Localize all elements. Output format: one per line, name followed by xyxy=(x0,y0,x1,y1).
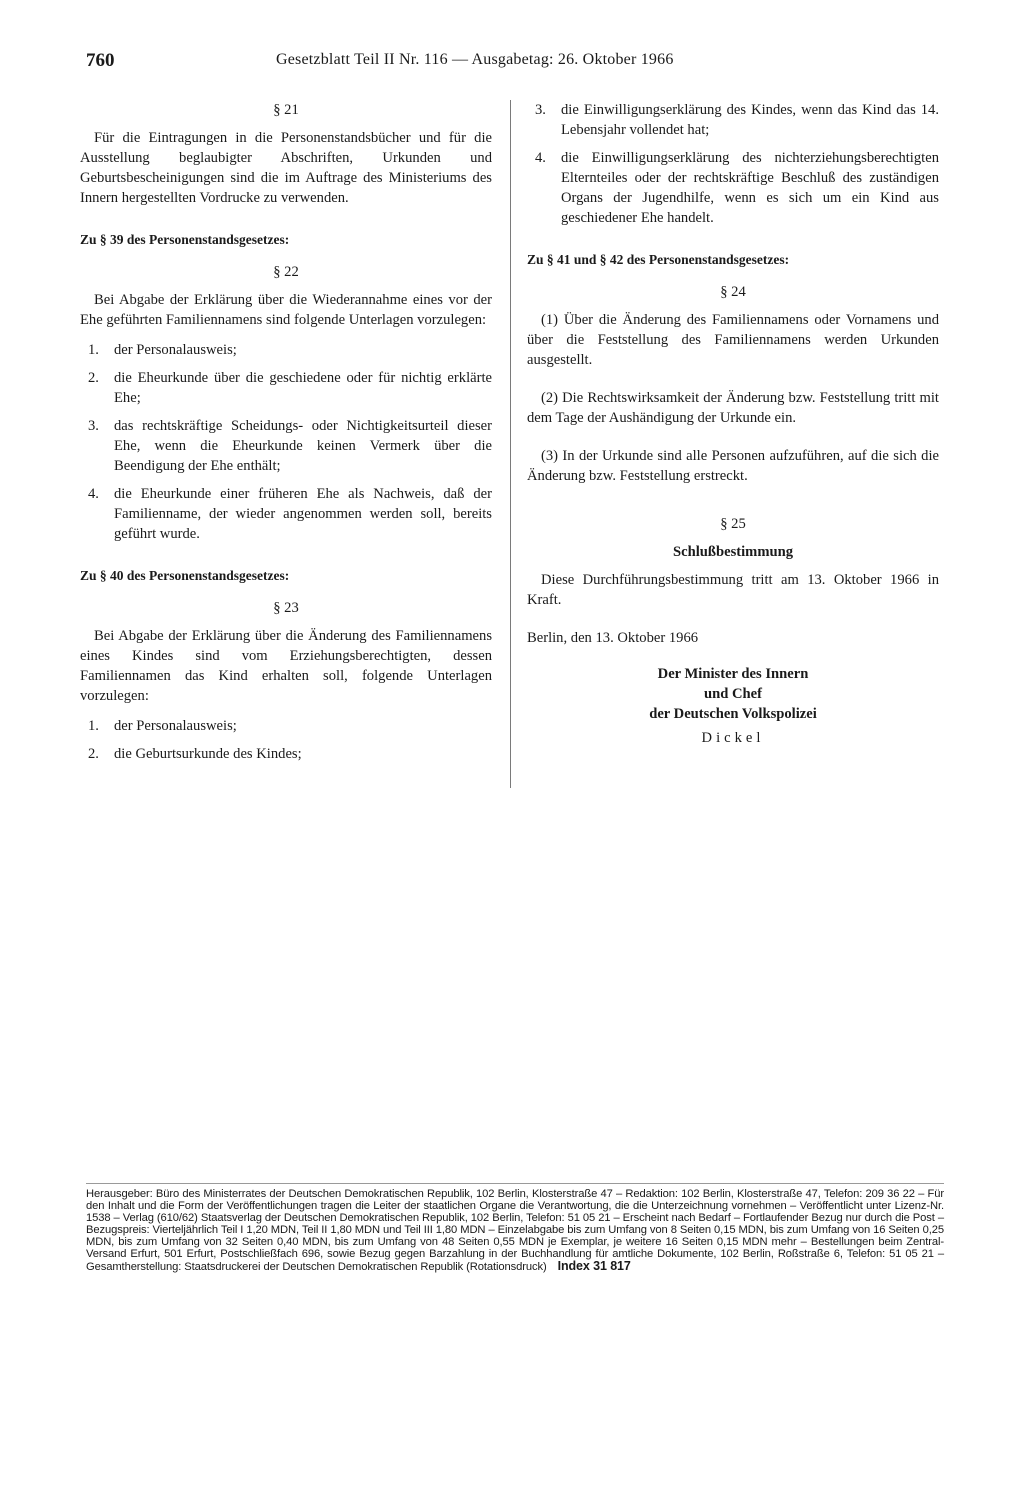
running-title: Gesetzblatt Teil II Nr. 116 — Ausgabetag: 26. Oktober 1966 xyxy=(276,51,674,68)
section-23-intro: Bei Abgabe der Erklärung über die Änderung des Familiennamens eines Kindes sind vom Erziehungsberechtigten, dessen Familiennamen das Kind erhalten soll, folgende Unterlagen vorzulegen: xyxy=(80,628,492,704)
list-item-text: das rechtskräftige Scheidungs- oder Nichtigkeitsurteil dieser Ehe, wenn die Eheurkunde keinen Vermerk über die Beendigung der Ehe enthält; xyxy=(114,418,492,474)
list-item-text: der Personalausweis; xyxy=(114,342,237,358)
list-item-text: die Einwilligungserklärung des nichterziehungsberechtigten Elternteiles oder der rechtskräftige Beschluß des zuständigen Organs der Jugendhilfe, wenn es sich um ein Kind aus geschiedener Ehe handelt. xyxy=(561,150,939,226)
list-item-text: die Eheurkunde über die geschiedene oder für nichtig erklärte Ehe; xyxy=(114,370,492,406)
right-column xyxy=(527,100,939,763)
section-23-sign: § 23 xyxy=(273,600,299,616)
section-25-sign: § 25 xyxy=(720,516,746,532)
section-22-list xyxy=(80,340,492,544)
column-divider xyxy=(510,100,511,788)
section-23-list-continued xyxy=(527,100,939,228)
section-24-para-3: (3) In der Urkunde sind alle Personen aufzuführen, auf die sich die Änderung bzw. Feststellung erstreckt. xyxy=(527,448,939,484)
section-24-para-2: (2) Die Rechtswirksamkeit der Änderung bzw. Feststellung tritt mit dem Tage der Aushändigung der Urkunde ein. xyxy=(527,390,939,426)
signer-name: Dickel xyxy=(701,730,765,746)
section-24-para-1: (1) Über die Änderung des Familiennamens oder Vornamens und über die Feststellung des Familiennamens werden Urkunden ausgestellt. xyxy=(527,312,939,368)
list-item-text: der Personalausweis; xyxy=(114,718,237,734)
list-item xyxy=(527,100,939,140)
list-item-number: 2. xyxy=(88,370,99,386)
list-item xyxy=(80,340,492,360)
list-item xyxy=(80,416,492,476)
list-item-number: 1. xyxy=(88,342,99,358)
list-item-number: 4. xyxy=(88,486,99,502)
section-25-text: Diese Durchführungsbestimmung tritt am 13. Oktober 1966 in Kraft. xyxy=(527,572,939,608)
list-item-number: 4. xyxy=(535,150,546,166)
list-item-number: 2. xyxy=(88,746,99,762)
list-item xyxy=(80,484,492,544)
list-item-text: die Eheurkunde einer früheren Ehe als Nachweis, daß der Familienname, der wieder angenommen werden soll, bereits geführt wurde. xyxy=(114,486,492,542)
imprint-divider xyxy=(86,1183,944,1184)
imprint-text: Herausgeber: Büro des Ministerrates der Deutschen Demokratischen Republik, 102 Berlin, Klosterstraße 47 – Redaktion: 102 Berlin, Klosterstraße 47, Telefon: 209 36 22 – Für den Inhalt und die Form der Veröffentlichungen tragen die Leiter der staatlichen Organe die Verantwortung, die die Unterzeichnung vornehmen – Veröffentlicht unter Lizenz-Nr. 1538 – Verlag (610/62) Staatsverlag der Deutschen Demokratischen Republik, 102 Berlin, Telefon: 51 05 21 – Erscheint nach Bedarf – Fortlaufender Bezug nur durch die Post – Bezugspreis: Vierteljährlich Teil I 1,20 MDN, Teil II 1,80 MDN und Teil III 1,80 MDN – Einzelabgabe bis zum Umfang von 8 Seiten 0,15 MDN, bis zum Umfang von 16 Seiten 0,25 MDN, bis zum Umfang von 32 Seiten 0,40 MDN, bis zum Umfang von 48 Seiten 0,55 MDN je Exemplar, je weitere 16 Seiten 0,15 MDN mehr – Bestellungen beim Zentral-Versand Erfurt, 501 Erfurt, Postschließfach 696, sowie Bezug gegen Barzahlung in der Buchhandlung für amtliche Dokumente, 102 Berlin, Roßstraße 6, Telefon: 51 05 21 – Gesamtherstellung: Staatsdruckerei der Deutschen Demokratischen Republik (Rotationsdruck) xyxy=(86,1188,944,1273)
signer-block xyxy=(527,664,939,748)
place-date: Berlin, den 13. Oktober 1966 xyxy=(527,630,699,646)
list-item-text: die Einwilligungserklärung des Kindes, wenn das Kind das 14. Lebensjahr vollendet hat; xyxy=(561,102,939,138)
signer-title-line-2: und Chef xyxy=(704,686,762,702)
page-number: 760 xyxy=(86,50,115,71)
list-item xyxy=(80,744,492,764)
section-24-sign: § 24 xyxy=(720,284,746,300)
signer-title-line-3: der Deutschen Volkspolizei xyxy=(649,706,817,722)
imprint xyxy=(86,1188,944,1273)
section-21-sign: § 21 xyxy=(273,102,299,118)
page-header xyxy=(86,50,946,80)
signer-title-line-1: Der Minister des Innern xyxy=(657,666,809,682)
section-23-list xyxy=(80,716,492,764)
heading-par-41-42: Zu § 41 und § 42 des Personenstandsgesetzes: xyxy=(527,252,790,267)
section-22-sign: § 22 xyxy=(273,264,299,280)
section-25-title: Schlußbestimmung xyxy=(672,544,794,560)
list-item-text: die Geburtsurkunde des Kindes; xyxy=(114,746,302,762)
section-22-intro: Bei Abgabe der Erklärung über die Wiederannahme eines vor der Ehe geführten Familiennamens sind folgende Unterlagen vorzulegen: xyxy=(80,292,492,328)
list-item-number: 1. xyxy=(88,718,99,734)
list-item-number: 3. xyxy=(88,418,99,434)
list-item-number: 3. xyxy=(535,102,546,118)
list-item xyxy=(527,148,939,228)
list-item xyxy=(80,716,492,736)
index-code: Index 31 817 xyxy=(557,1259,631,1273)
left-column xyxy=(80,100,492,772)
section-21-text: Für die Eintragungen in die Personenstandsbücher und für die Ausstellung beglaubigter Abschriften, Urkunden und Geburtsbescheinigungen sind die im Auftrage des Ministeriums des Innern hergestellten Vordrucke zu verwenden. xyxy=(80,130,492,206)
list-item xyxy=(80,368,492,408)
heading-par-40: Zu § 40 des Personenstandsgesetzes: xyxy=(80,568,290,583)
heading-par-39: Zu § 39 des Personenstandsgesetzes: xyxy=(80,232,290,247)
